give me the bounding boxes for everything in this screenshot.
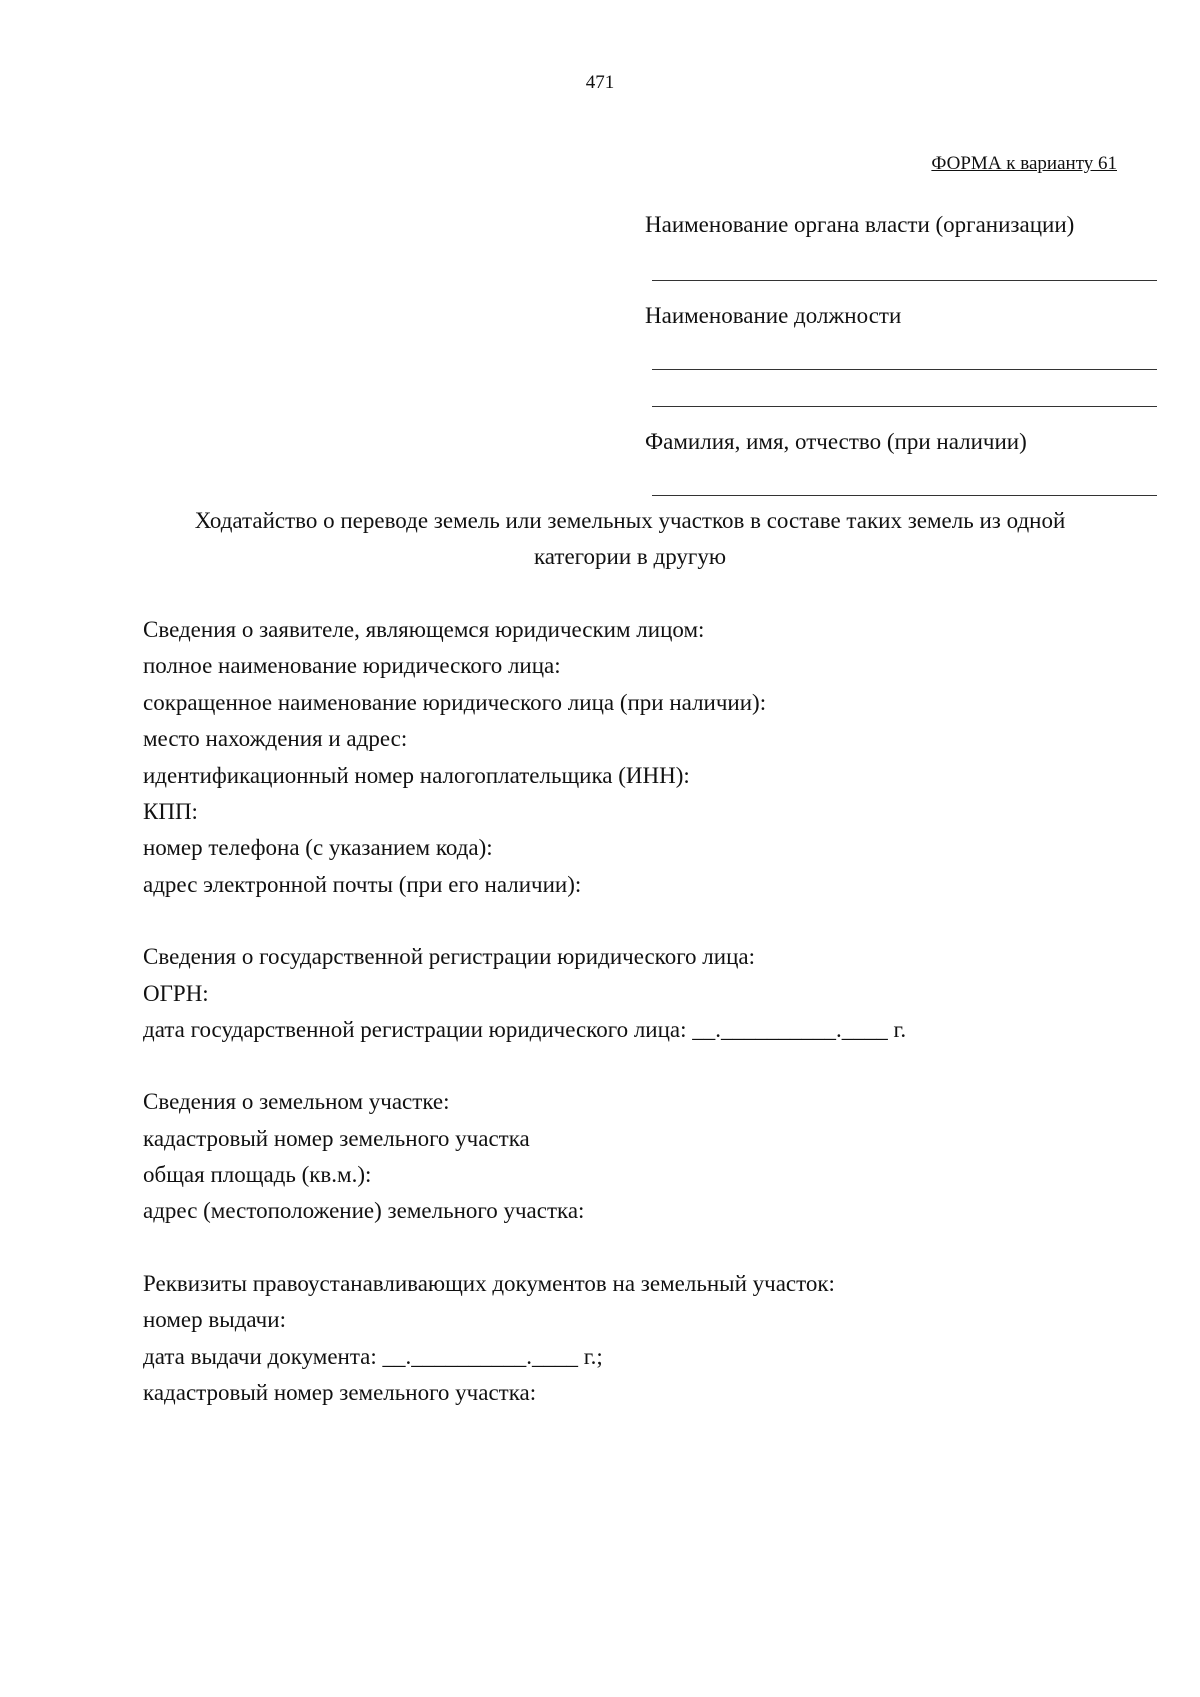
document-title: [100, 503, 1160, 575]
form-reference: ФОРМА к варианту 61: [931, 153, 1117, 174]
title-line-1: Ходатайство о переводе земель или земельных участков в составе таких земель из одной: [194, 508, 1066, 533]
email-field-label: адрес электронной почты (при его наличии):: [143, 871, 582, 897]
position-label: Наименование должности: [645, 303, 902, 328]
cadastral-number-label: кадастровый номер земельного участка: [143, 1125, 530, 1151]
registration-section: [143, 939, 1143, 1048]
land-plot-heading: Сведения о земельном участке:: [143, 1089, 450, 1115]
form-sections: [143, 612, 1143, 1447]
ogrn-field-label: ОГРН:: [143, 980, 209, 1006]
position-field-line-2[interactable]: [652, 370, 1157, 407]
applicant-section: [143, 612, 1143, 903]
documents-heading: Реквизиты правоустанавливающих документов на земельный участок:: [143, 1270, 835, 1296]
applicant-heading: Сведения о заявителе, являющемся юридическим лицом:: [143, 617, 705, 642]
registration-heading: Сведения о государственной регистрации юридического лица:: [143, 944, 755, 970]
area-field-label: общая площадь (кв.м.):: [143, 1162, 372, 1188]
issue-number-field-label: номер выдачи:: [143, 1307, 286, 1333]
full-name-field[interactable]: [652, 459, 1157, 496]
page-number: 471: [585, 72, 615, 93]
full-name-label: Фамилия, имя, отчество (при наличии): [645, 429, 1027, 454]
documents-section: [143, 1266, 1143, 1412]
title-line-2: категории в другую: [533, 544, 727, 569]
registration-date-field-label: дата государственной регистрации юридического лица: __.__________.____ г.: [143, 1016, 907, 1042]
full-name-field-label: полное наименование юридического лица:: [143, 653, 561, 679]
plot-address-field-label: адрес (местоположение) земельного участка:: [143, 1198, 585, 1224]
phone-field-label: номер телефона (с указанием кода):: [143, 835, 493, 861]
addressee-block: [645, 208, 1157, 496]
position-field-line-1[interactable]: [652, 333, 1157, 370]
issue-date-field-label: дата выдачи документа: __.__________.____ г.;: [143, 1343, 603, 1369]
documents-cadastral-label: кадастровый номер земельного участка:: [143, 1380, 537, 1406]
land-plot-section: [143, 1084, 1143, 1230]
address-field-label: место нахождения и адрес:: [143, 726, 408, 752]
kpp-field-label: КПП:: [143, 798, 198, 824]
inn-field-label: идентификационный номер налогоплательщика (ИНН):: [143, 762, 690, 788]
authority-field[interactable]: [652, 242, 1157, 281]
short-name-field-label: сокращенное наименование юридического лица (при наличии):: [143, 689, 767, 715]
authority-label: Наименование органа власти (организации): [645, 212, 1075, 237]
